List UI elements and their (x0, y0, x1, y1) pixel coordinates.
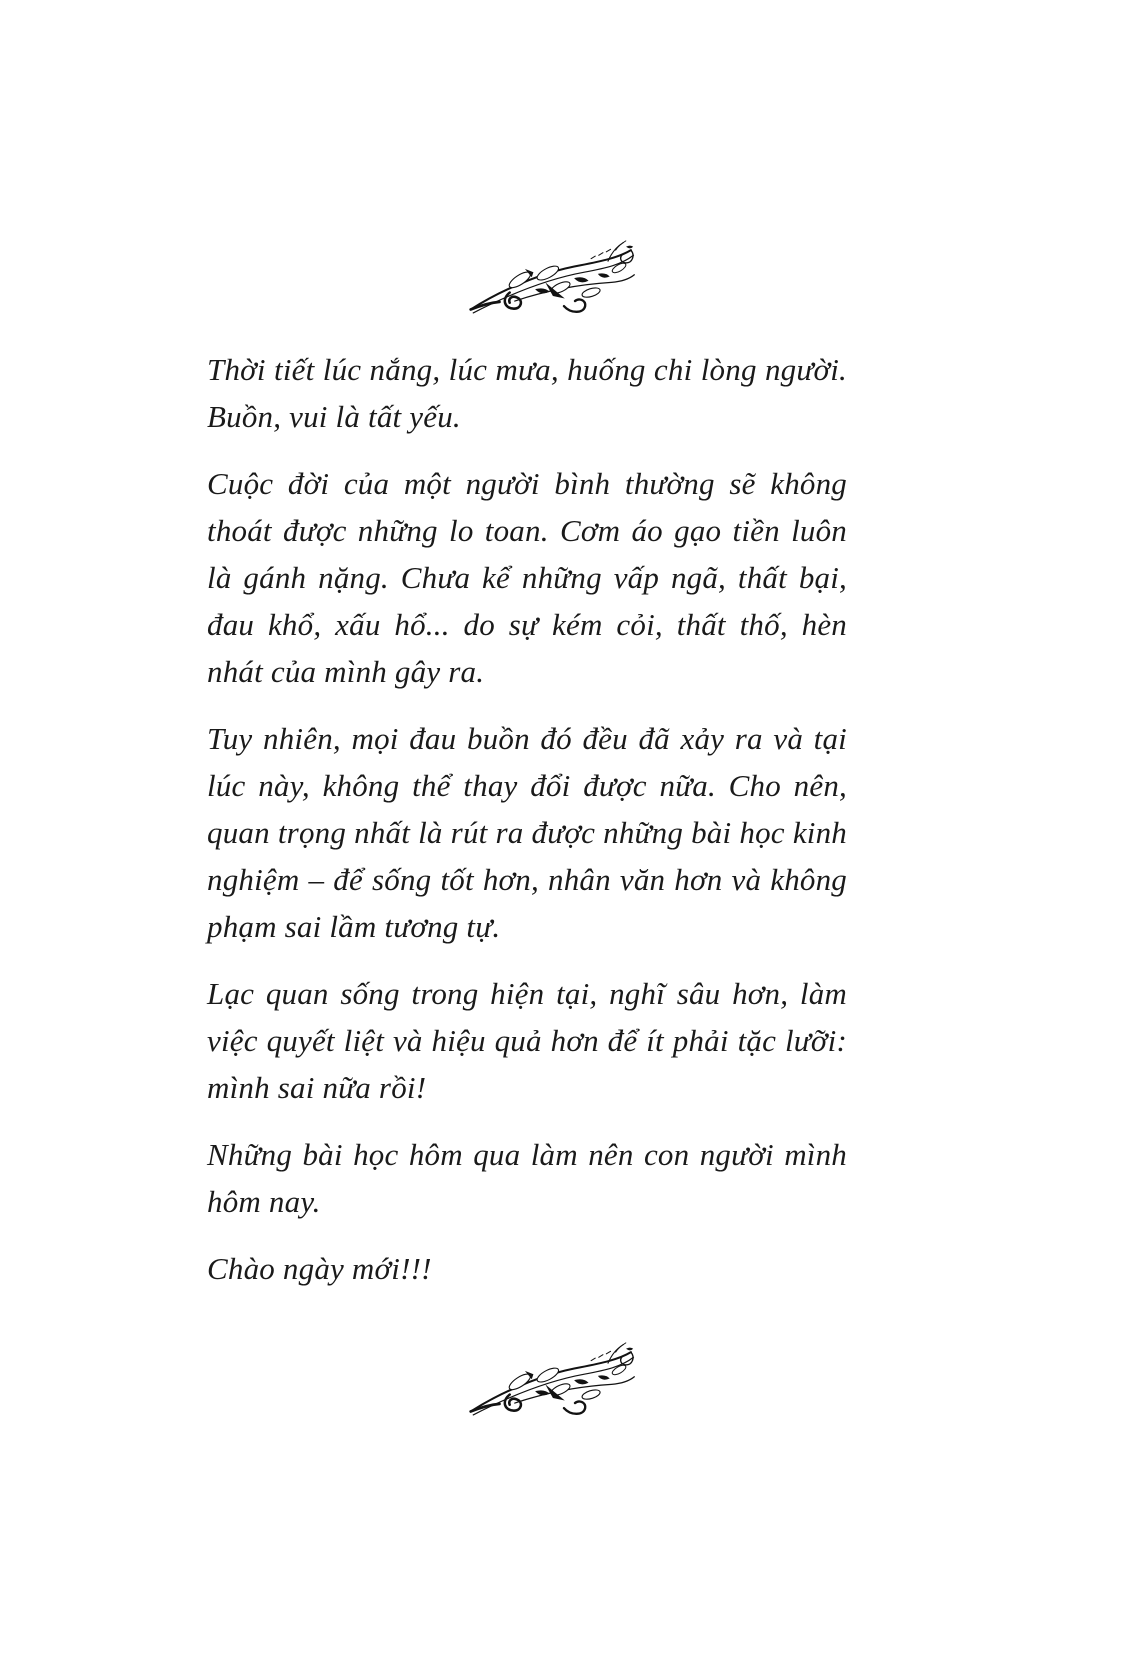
floral-flourish-icon (460, 240, 645, 318)
floral-flourish-icon (460, 1342, 645, 1420)
paragraph: Những bài học hôm qua làm nên con người mình hôm nay. (207, 1137, 847, 1219)
paragraph: Cuộc đời của một người bình thường sẽ không thoát được những lo toan. Cơm áo gạo tiền luôn là gánh nặng. Chưa kể những vấp ngã, thất bại, đau khổ, xấu hổ... do sự kém cỏi, thất thố, hèn nhát của mình gây ra. (207, 466, 847, 689)
text-block (207, 346, 847, 1312)
paragraph: Lạc quan sống trong hiện tại, nghĩ sâu hơn, làm việc quyết liệt và hiệu quả hơn để ít phải tặc lưỡi: mình sai nữa rồi! (207, 976, 847, 1105)
paragraph: Chào ngày mới!!! (207, 1251, 432, 1286)
paragraph: Thời tiết lúc nắng, lúc mưa, huống chi lòng người. Buồn, vui là tất yếu. (207, 352, 847, 434)
paragraph: Tuy nhiên, mọi đau buồn đó đều đã xảy ra và tại lúc này, không thể thay đổi được nữa. Cho nên, quan trọng nhất là rút ra được những bài học kinh nghiệm – để sống tốt hơn, nhân văn hơn và không phạm sai lầm tương tự. (207, 721, 847, 944)
